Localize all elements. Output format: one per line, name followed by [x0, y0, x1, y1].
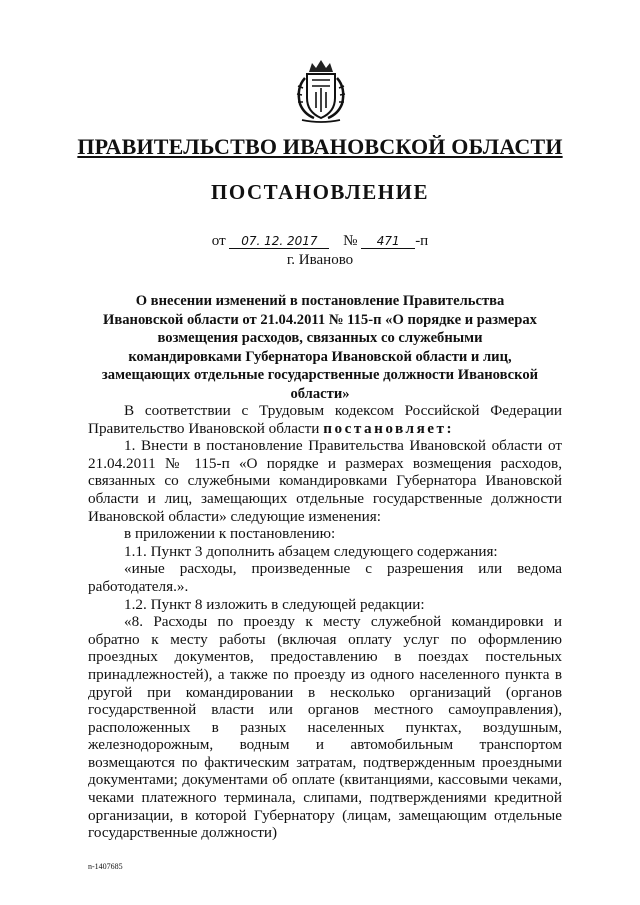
date-prefix: от — [211, 233, 226, 249]
decree-number: 471 — [361, 234, 415, 249]
preamble-emphasis: постановляет: — [323, 419, 455, 437]
paragraph-appendix: в приложении к постановлению: — [124, 525, 336, 543]
paragraph-quote-2: «8. Расходы по проезду к месту служебной командировки и обратно к месту работы (включая оплату услуг по оформлению проездных документов, предоставлению в поездах постельных принадлежностей), а также по проезду из одного населенного пункта в другой при командировании в несколько организаций (органов государственной власти или органов местного самоуправления), расположенных в разных населенных пунктах, воздушным, железнодорожным, водным и автомобильным транспортом возмещаются по фактическим затратам, подтвержденным проездными документами; документами об оплате (квитанциями, кассовыми чеками, чеками платежного терминала, слипами, подтверждениями кредитной организации, в которой Губернатору (лицам, замещающим отдельные государственные должности) — [88, 613, 562, 842]
document-type: ПОСТАНОВЛЕНИЕ — [211, 180, 429, 204]
date-number-line — [0, 233, 640, 250]
decree-date: 07. 12. 2017 — [229, 234, 329, 249]
paragraph-item-1: 1. Внести в постановление Правительства Ивановской области от 21.04.2011 № 115-п «О порядке и размерах возмещения расходов, связанных со служебными командировками Губернатора Ивановской области и лиц, замещающих отдельные государственные должности Ивановской области» следующие изменения: — [88, 437, 562, 525]
coat-of-arms-icon — [292, 58, 350, 124]
document-body — [88, 402, 562, 842]
number-prefix: № — [343, 233, 358, 249]
paragraph-quote-1: «иные расходы, произведенные с разрешения или ведома работодателя.». — [88, 560, 562, 595]
city: г. Иваново — [286, 252, 354, 268]
paragraph-item-1-2: 1.2. Пункт 8 изложить в следующей редакции: — [124, 595, 425, 613]
document-title: О внесении изменений в постановление Правительства Ивановской области от 21.04.2011 № 115-п «О порядке и размерах возмещения расходов, связанных со служебными командировками Губернатора Ивановской области и лиц, замещающих отдельные государственные должности Ивановской области» — [101, 293, 539, 402]
footer-code: n-1407685 — [88, 862, 123, 871]
number-suffix: -п — [415, 233, 429, 249]
paragraph-item-1-1: 1.1. Пункт 3 дополнить абзацем следующего содержания: — [124, 542, 498, 560]
government-name: ПРАВИТЕЛЬСТВО ИВАНОВСКОЙ ОБЛАСТИ — [77, 134, 563, 159]
preamble-text: В соответствии с Трудовым кодексом Российской Федерации Правительство Ивановской области — [88, 402, 562, 437]
paragraph-preamble — [88, 402, 562, 437]
